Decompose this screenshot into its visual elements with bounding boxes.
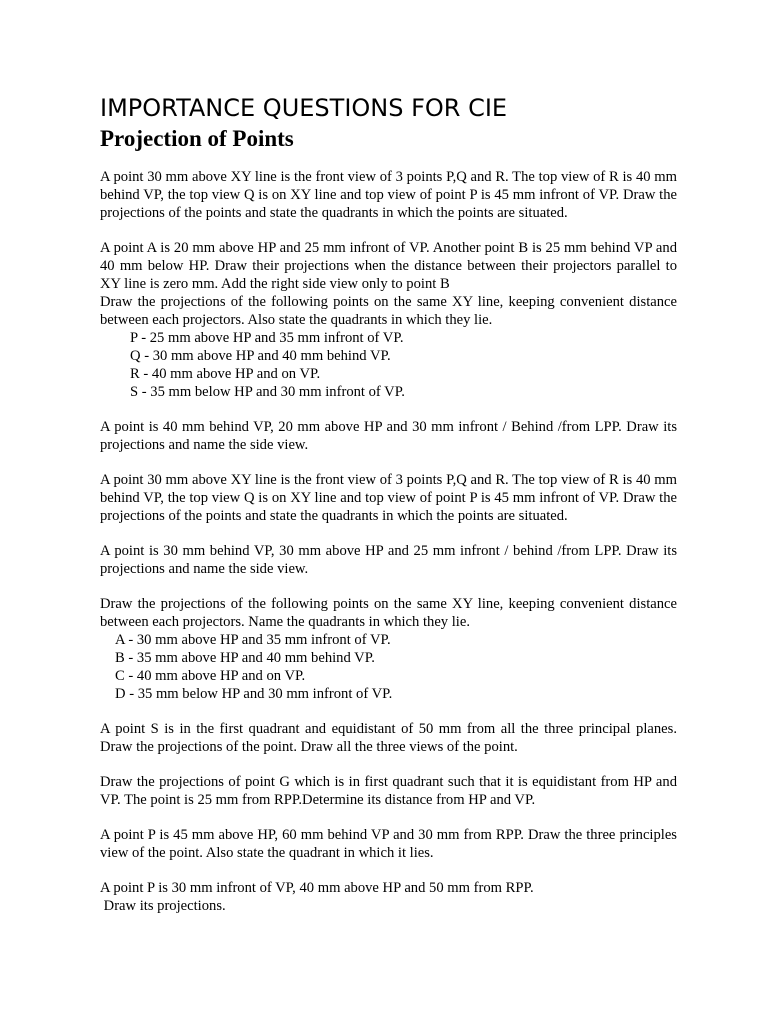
list-item: A - 30 mm above HP and 35 mm infront of VP.: [115, 632, 391, 648]
question-paragraph: A point 30 mm above XY line is the front view of 3 points P,Q and R. The top view of R is 40 mm behind VP, the top view Q is on XY line and top view of point P is 45 mm infront of VP. Draw the projections of the points and state the quadrants in which the points are situated.: [100, 169, 677, 221]
section-heading: Projection of Points: [100, 126, 294, 151]
question-paragraph: A point A is 20 mm above HP and 25 mm infront of VP. Another point B is 25 mm behind VP and 40 mm below HP. Draw their projections when the distance between their projectors parallel to XY line is zero mm. Add the right side view only to point B: [100, 240, 677, 292]
list-item: Q - 30 mm above HP and 40 mm behind VP.: [130, 348, 391, 364]
question-paragraph: A point is 40 mm behind VP, 20 mm above HP and 30 mm infront / Behind /from LPP. Draw its projections and name the side view.: [100, 419, 677, 453]
list-item: B - 35 mm above HP and 40 mm behind VP.: [115, 650, 375, 666]
question-paragraph: A point P is 45 mm above HP, 60 mm behind VP and 30 mm from RPP. Draw the three principles view of the point. Also state the quadrant in which it lies.: [100, 827, 677, 861]
question-paragraph: Draw the projections of the following points on the same XY line, keeping convenient distance between each projectors. Name the quadrants in which they lie.: [100, 596, 677, 630]
question-paragraph: Draw the projections of the following points on the same XY line, keeping convenient distance between each projectors. Also state the quadrants in which they lie.: [100, 294, 677, 328]
question-paragraph: A point S is in the first quadrant and equidistant of 50 mm from all the three principal planes. Draw the projections of the point. Draw all the three views of the point.: [100, 721, 677, 755]
point-list: [100, 329, 677, 401]
question-paragraph: A point is 30 mm behind VP, 30 mm above HP and 25 mm infront / behind /from LPP. Draw its projections and name the side view.: [100, 543, 677, 577]
question-line: A point P is 30 mm infront of VP, 40 mm above HP and 50 mm from RPP.: [100, 880, 534, 896]
list-item: R - 40 mm above HP and on VP.: [130, 366, 321, 382]
question-line: Draw its projections.: [100, 898, 226, 914]
document-title: IMPORTANCE QUESTIONS FOR CIE: [100, 94, 508, 122]
list-item: D - 35 mm below HP and 30 mm infront of VP.: [115, 686, 393, 702]
list-item: P - 25 mm above HP and 35 mm infront of VP.: [130, 330, 404, 346]
question-paragraph: A point 30 mm above XY line is the front view of 3 points P,Q and R. The top view of R is 40 mm behind VP, the top view Q is on XY line and top view of point P is 45 mm infront of VP. Draw the projections of the points and state the quadrants in which the points are situated.: [100, 472, 677, 524]
list-item: S - 35 mm below HP and 30 mm infront of VP.: [130, 384, 405, 400]
question-paragraph: Draw the projections of point G which is in first quadrant such that it is equidistant from HP and VP. The point is 25 mm from RPP.Determine its distance from HP and VP.: [100, 774, 677, 808]
point-list: [100, 631, 677, 703]
document-body: [100, 92, 677, 915]
list-item: C - 40 mm above HP and on VP.: [115, 668, 306, 684]
